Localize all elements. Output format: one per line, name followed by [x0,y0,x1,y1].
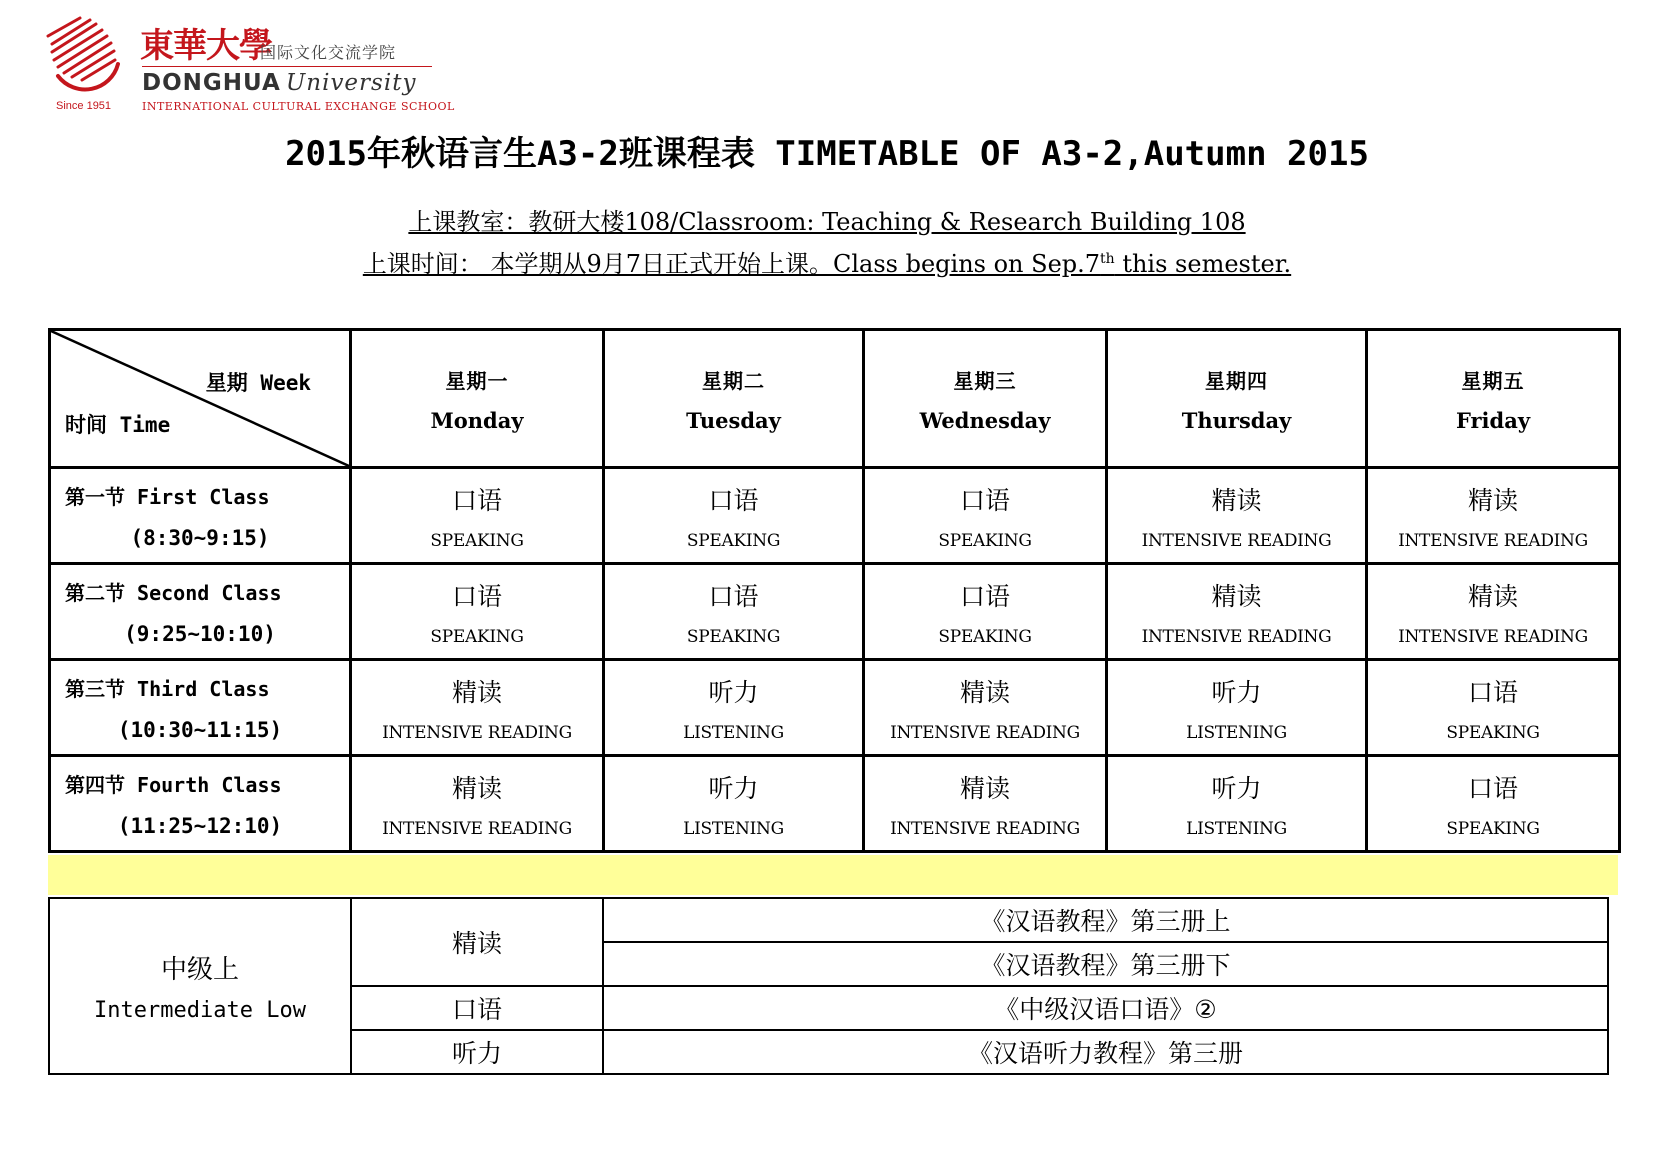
logo-school-chinese: 国际文化交流学院 [260,43,397,62]
textbook-row [49,898,1608,942]
class-cell [1367,468,1620,564]
day-cn: 星期五 [1461,368,1525,393]
subject-cn: 精读 [1467,485,1518,515]
subject-cn: 精读 [1211,581,1262,611]
period-cell [50,756,351,852]
subject-en: LISTENING [1186,722,1287,743]
subject-cn: 口语 [1467,677,1518,707]
subject-en: SPEAKING [430,626,524,647]
day-cn: 星期三 [953,368,1017,393]
corner-week-label: 星期 Week [205,371,311,395]
textbook-title: 《中级汉语口语》② [603,986,1608,1030]
class-time-line [0,244,1654,279]
subject-cn: 听力 [708,677,759,707]
subject-en: SPEAKING [686,530,781,551]
logo-since: Since 1951 [56,100,112,112]
subject-name: 听力 [351,1030,603,1074]
subject-name: 精读 [351,898,603,986]
subject-cn: 听力 [1211,677,1262,707]
day-cn: 星期一 [445,368,509,393]
subject-en: INTENSIVE READING [1141,626,1332,647]
subject-name: 口语 [351,986,603,1030]
subject-cn: 精读 [1467,581,1518,611]
day-header-thursday [1107,330,1367,468]
subject-en: INTENSIVE READING [890,818,1080,839]
subject-cn: 精读 [451,773,502,803]
period-label: 第一节 First Class [65,485,270,509]
period-time: (11:25~12:10) [117,814,283,838]
subject-en: SPEAKING [1446,818,1540,839]
day-header-monday [351,330,604,468]
subject-en: SPEAKING [938,626,1032,647]
day-en: Monday [430,407,524,433]
logo-english-bold: DONGHUA [142,70,281,96]
class-cell [1367,564,1620,660]
period-time: (8:30~9:15) [130,526,270,550]
subject-cn: 精读 [959,677,1010,707]
subject-cn: 口语 [959,485,1010,515]
subject-cn: 口语 [451,581,502,611]
subject-en: SPEAKING [938,530,1032,551]
class-time-suffix: this semester. [1114,250,1292,278]
logo-english-name [142,70,416,96]
class-cell [864,756,1107,852]
subject-cn: 口语 [1467,773,1518,803]
class-cell [864,660,1107,756]
classroom-line: 上课教室：教研大楼108/Classroom: Teaching & Research Building 108 [408,208,1246,236]
class-cell [604,468,864,564]
timetable-header-row [50,330,1620,468]
class-cell [1107,660,1367,756]
logo-divider [142,66,432,67]
subject-en: INTENSIVE READING [382,818,572,839]
logo-chinese-name: 東華大學 [140,26,272,66]
class-cell [351,756,604,852]
subject-cn: 精读 [451,677,502,707]
subject-en: INTENSIVE READING [890,722,1080,743]
class-cell [604,564,864,660]
subject-en: INTENSIVE READING [382,722,572,743]
subject-cn: 口语 [959,581,1010,611]
subject-en: INTENSIVE READING [1398,530,1588,551]
period-cell [50,660,351,756]
class-cell [1107,468,1367,564]
day-header-tuesday [604,330,864,468]
page-title: 2015年秋语言生A3-2班课程表 TIMETABLE OF A3-2,Autumn 2015 [285,134,1369,174]
period-row-2 [50,564,1620,660]
class-cell [604,756,864,852]
subject-en: SPEAKING [1446,722,1540,743]
textbook-title: 《汉语听力教程》第三册 [603,1030,1608,1074]
logo-school-english: INTERNATIONAL CULTURAL EXCHANGE SCHOOL [142,100,455,113]
subject-en: SPEAKING [686,626,781,647]
university-logo [44,14,455,118]
subject-en: LISTENING [683,722,784,743]
textbook-title: 《汉语教程》第三册上 [603,898,1608,942]
period-label: 第二节 Second Class [65,581,282,605]
period-label: 第三节 Third Class [65,677,270,701]
day-en: Friday [1455,407,1531,433]
class-time-sup: th [1100,251,1115,267]
level-en: Intermediate Low [94,998,306,1023]
class-cell [351,468,604,564]
period-time: (10:30~11:15) [117,718,283,742]
class-time-prefix: 上课时间： 本学期从9月7日正式开始上课。Class begins on Sep.7 [362,250,1101,278]
timetable [48,328,1621,853]
subject-en: INTENSIVE READING [1141,530,1332,551]
class-cell [1107,564,1367,660]
subject-en: LISTENING [1186,818,1287,839]
class-cell [864,564,1107,660]
subject-cn: 口语 [708,485,759,515]
class-cell [1367,756,1620,852]
subject-cn: 精读 [1211,485,1262,515]
subject-cn: 口语 [451,485,502,515]
period-cell [50,564,351,660]
period-time: (9:25~10:10) [124,622,276,646]
corner-cell [50,330,351,468]
class-cell [864,468,1107,564]
textbook-title: 《汉语教程》第三册下 [603,942,1608,986]
corner-time-label: 时间 Time [65,413,171,437]
textbook-table [48,897,1609,1075]
period-label: 第四节 Fourth Class [65,773,282,797]
class-cell [604,660,864,756]
day-cn: 星期二 [702,368,765,393]
subject-en: SPEAKING [430,530,524,551]
class-cell [351,660,604,756]
day-en: Wednesday [919,407,1051,433]
subject-cn: 听力 [708,773,759,803]
diagonal-divider [51,331,349,466]
period-row-1 [50,468,1620,564]
class-cell [1367,660,1620,756]
subject-en: LISTENING [683,818,784,839]
day-cn: 星期四 [1205,368,1268,393]
day-en: Thursday [1181,407,1292,433]
class-cell [351,564,604,660]
day-en: Tuesday [686,407,781,433]
level-cn: 中级上 [160,955,239,985]
day-header-friday [1367,330,1620,468]
separator-band [48,855,1618,895]
subject-cn: 听力 [1211,773,1262,803]
subject-cn: 口语 [708,581,759,611]
level-cell [49,898,351,1074]
logo-english-italic: University [285,70,417,96]
subject-cn: 精读 [959,773,1010,803]
subject-en: INTENSIVE READING [1398,626,1588,647]
period-row-4 [50,756,1620,852]
day-header-wednesday [864,330,1107,468]
period-row-3 [50,660,1620,756]
period-cell [50,468,351,564]
donghua-emblem-icon [44,14,126,96]
class-cell [1107,756,1367,852]
